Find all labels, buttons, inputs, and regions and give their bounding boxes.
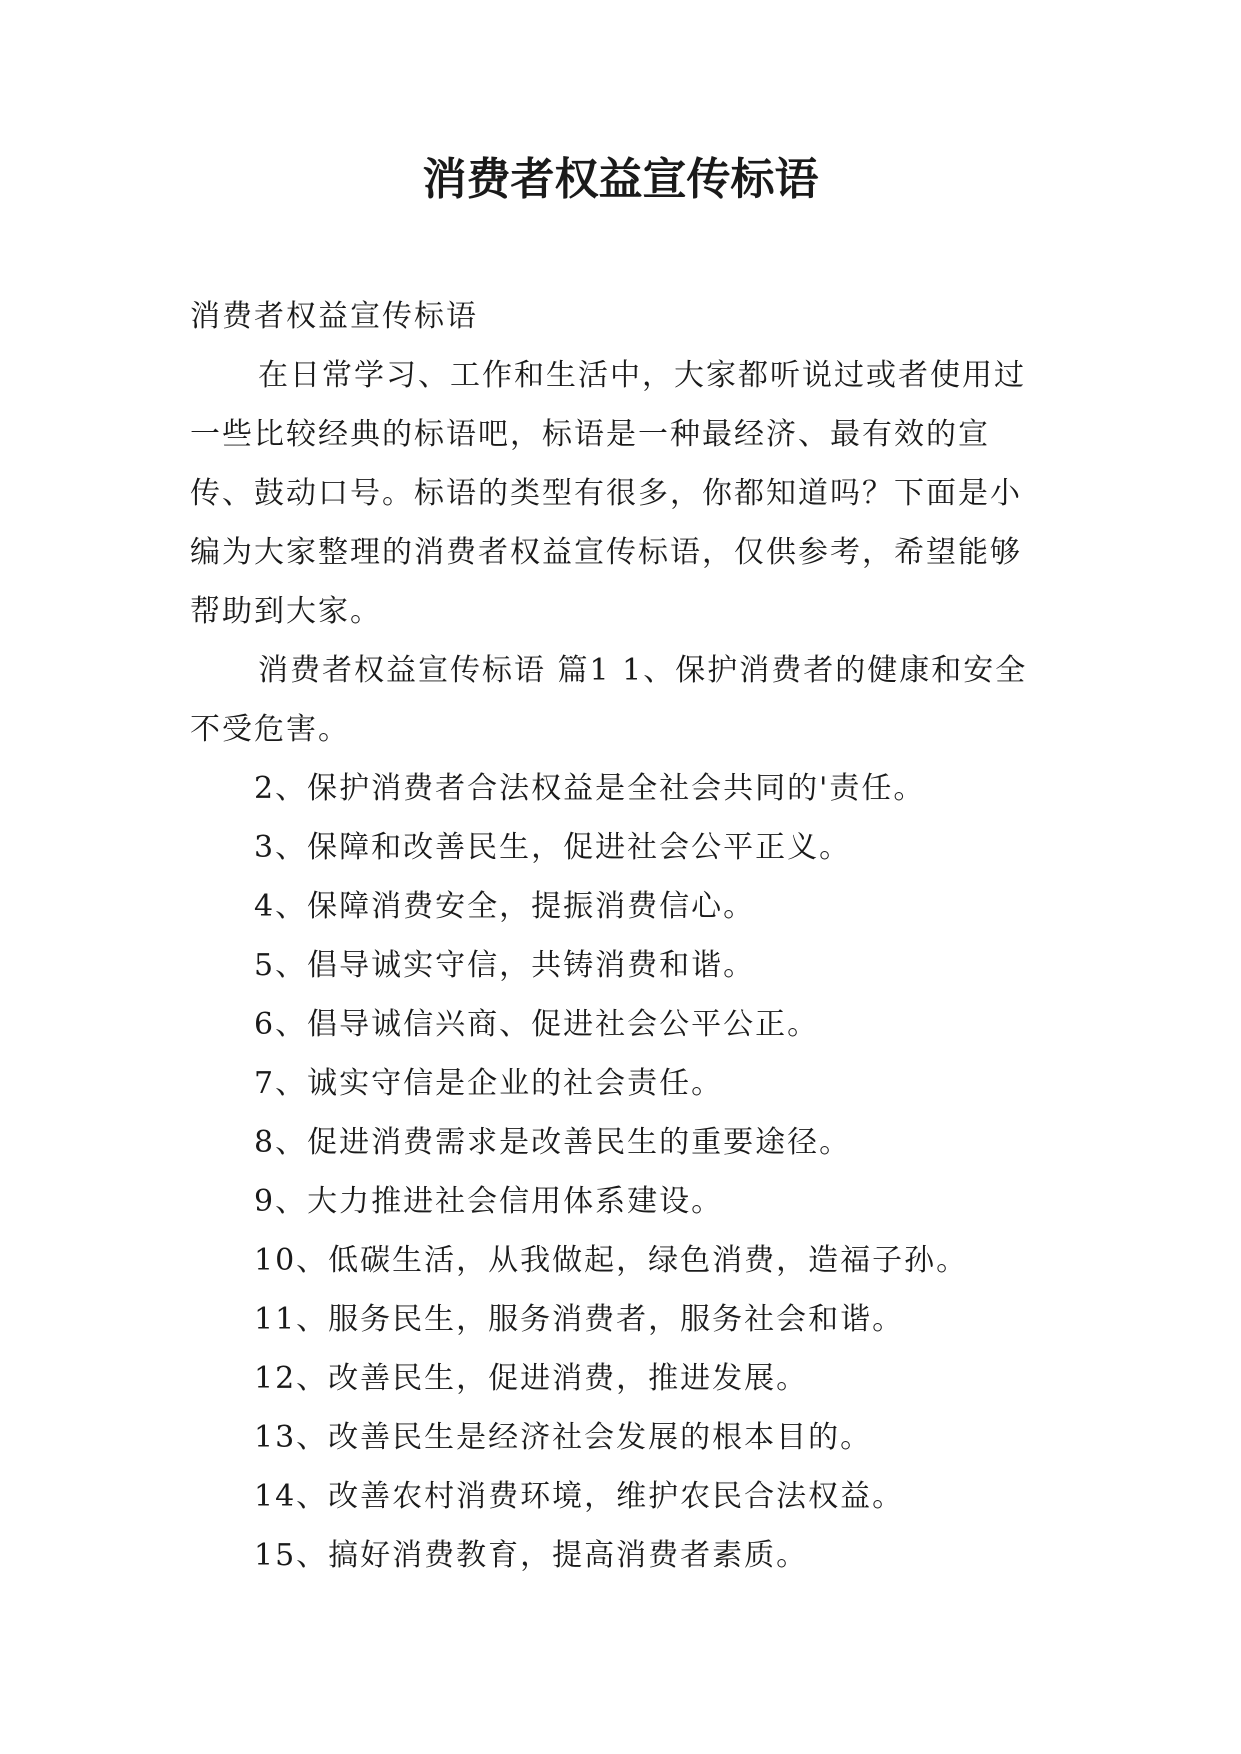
intro-paragraph: 在日常学习、工作和生活中，大家都听说过或者使用过一些比较经典的标语吧，标语是一种最经济、最有效的宣传、鼓动口号。标语的类型有很多，你都知道吗？下面是小编为大家整理的消费者权益宣传标语，仅供参考，希望能够帮助到大家。 xyxy=(190,358,1026,629)
list-item: 9、大力推进社会信用体系建设。 xyxy=(254,1184,724,1219)
document-body xyxy=(190,287,1048,1585)
list-item: 7、诚实守信是企业的社会责任。 xyxy=(254,1066,724,1101)
list-item: 10、低碳生活，从我做起，绿色消费，造福子孙。 xyxy=(254,1243,969,1278)
list-item: 15、搞好消费教育，提高消费者素质。 xyxy=(254,1538,809,1573)
list-item: 2、保护消费者合法权益是全社会共同的'责任。 xyxy=(254,771,926,806)
list-item: 5、倡导诚实守信，共铸消费和谐。 xyxy=(254,948,756,983)
list-item: 4、保障消费安全，提振消费信心。 xyxy=(254,889,756,924)
document-subtitle: 消费者权益宣传标语 xyxy=(190,299,478,334)
list-item: 8、促进消费需求是改善民生的重要途径。 xyxy=(254,1125,852,1160)
list-item: 12、改善民生，促进消费，推进发展。 xyxy=(254,1361,809,1396)
list-item: 6、倡导诚信兴商、促进社会公平公正。 xyxy=(254,1007,820,1042)
list-item: 11、服务民生，服务消费者，服务社会和谐。 xyxy=(254,1302,905,1337)
document-title: 消费者权益宣传标语 xyxy=(422,154,819,205)
section-heading: 消费者权益宣传标语 篇1 1、保护消费者的健康和安全不受危害。 xyxy=(190,653,1028,747)
list-item: 13、改善民生是经济社会发展的根本目的。 xyxy=(254,1420,873,1455)
list-item: 3、保障和改善民生，促进社会公平正义。 xyxy=(254,830,852,865)
list-item: 14、改善农村消费环境，维护农民合法权益。 xyxy=(254,1479,905,1514)
slogan-list xyxy=(190,759,1048,1585)
